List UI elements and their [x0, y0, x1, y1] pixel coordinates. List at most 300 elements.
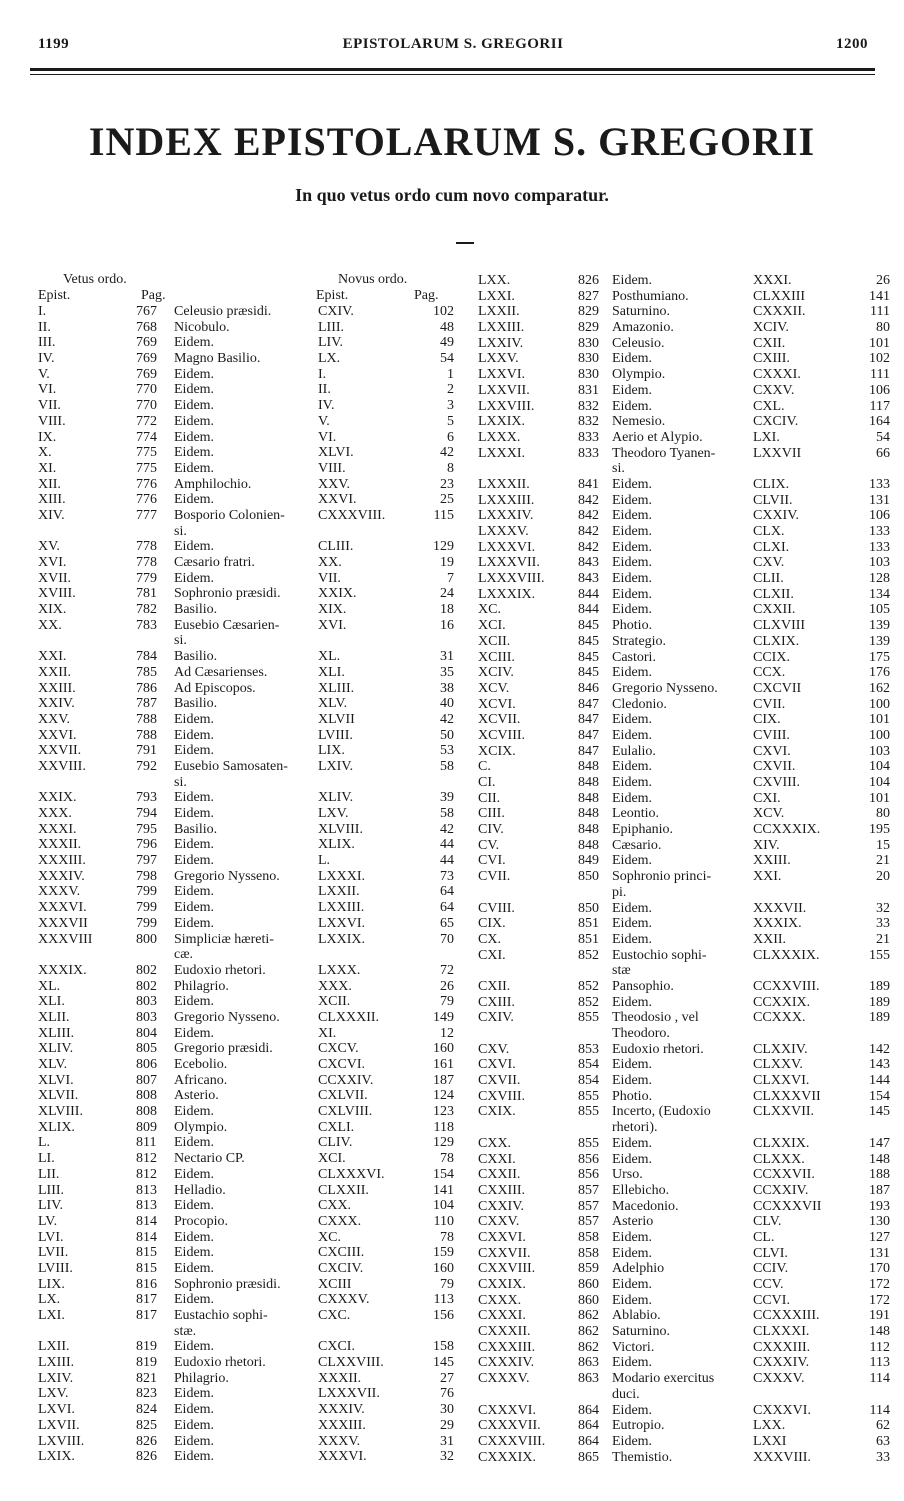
new-epist-roman: XXV.: [318, 476, 351, 492]
new-page-number: 147: [869, 1135, 890, 1151]
addressee: Eidem.: [612, 775, 653, 790]
page-number: 858: [578, 1229, 599, 1245]
index-row: [478, 1136, 890, 1152]
epist-roman: CXXI.: [478, 1151, 516, 1167]
new-epist-roman: CLXXIX.: [753, 1135, 810, 1151]
epist-roman: V.: [38, 366, 50, 382]
new-page-number: 188: [869, 1167, 890, 1183]
page-number: 843: [578, 571, 599, 587]
new-page-number: 143: [869, 1057, 890, 1073]
page-number: 770: [136, 382, 157, 398]
index-row: [38, 963, 458, 979]
addressee: Eidem.: [612, 555, 653, 571]
page-number: 825: [136, 1417, 157, 1433]
new-epist-roman: XCII.: [318, 994, 351, 1010]
epist-roman: XCVI.: [478, 696, 516, 712]
page-number: 807: [136, 1072, 157, 1088]
index-row: [38, 1292, 458, 1308]
epist-roman: LX.: [38, 1292, 61, 1308]
new-epist-roman: CLIV.: [318, 1135, 353, 1151]
new-page-number: 62: [876, 1418, 890, 1434]
addressee: Sophronio præsidi.: [174, 1276, 281, 1292]
index-row: [478, 853, 890, 869]
addressee: Eidem.: [174, 1104, 215, 1120]
addressee: Eidem.: [174, 743, 215, 759]
addressee: Eidem.: [612, 931, 653, 947]
epist-roman: CVIII.: [478, 900, 515, 916]
header-vetus-ordo: Vetus ordo.: [63, 272, 127, 287]
epist-roman: CXVII.: [478, 1073, 521, 1089]
addressee: Philagrio.: [174, 978, 229, 994]
page-number: 778: [136, 555, 157, 570]
page-number: 832: [578, 398, 599, 414]
new-page-number: 24: [440, 586, 454, 602]
new-page-number: 101: [869, 335, 890, 351]
page-number: 857: [578, 1198, 599, 1214]
new-epist-roman: CCXXXVII: [753, 1198, 822, 1214]
new-page-number: 1: [447, 366, 454, 382]
index-row: [38, 822, 458, 838]
epist-roman: CX.: [478, 931, 501, 947]
new-page-number: 21: [876, 931, 890, 947]
new-epist-roman: CLXXXVI.: [318, 1166, 385, 1182]
page-number: 824: [136, 1402, 157, 1418]
index-row: [38, 304, 458, 320]
index-row: [478, 1277, 890, 1293]
new-epist-roman: CXXXIV.: [753, 1355, 810, 1371]
addressee: Basilio.: [174, 821, 218, 837]
addressee: Eidem.: [174, 837, 215, 853]
index-row: [478, 838, 890, 854]
new-page-number: 101: [869, 712, 890, 728]
new-epist-roman: CXXXV.: [318, 1292, 370, 1308]
epist-roman: LXXVIII.: [478, 398, 535, 414]
page-number: 832: [578, 414, 599, 430]
addressee: Eidem.: [174, 1245, 215, 1261]
new-epist-roman: CLIII.: [318, 539, 354, 555]
index-row: [38, 461, 458, 477]
new-page-number: 176: [869, 665, 890, 681]
new-epist-roman: CCXXX.: [753, 1010, 806, 1026]
new-epist-roman: LXXXVII.: [318, 1386, 380, 1402]
index-row: [478, 806, 890, 822]
page-number: 826: [578, 273, 599, 288]
page-number: 803: [136, 994, 157, 1010]
addressee: Eidem.: [174, 382, 215, 398]
new-epist-roman: XXXIX.: [753, 916, 802, 932]
new-epist-roman: CXXXIII.: [753, 1339, 811, 1355]
addressee: Macedonio.: [612, 1198, 679, 1214]
new-epist-roman: CLXXX.: [753, 1151, 805, 1167]
page-number: 831: [578, 382, 599, 398]
page-number: 821: [136, 1370, 157, 1386]
epist-roman: XCIV.: [478, 665, 514, 681]
epist-roman: XLIV.: [38, 1041, 74, 1057]
addressee: Eidem.: [612, 1355, 653, 1371]
index-row: [38, 775, 458, 791]
new-page-number: 48: [440, 319, 454, 335]
index-row: [38, 382, 458, 398]
new-page-number: 128: [869, 571, 890, 587]
new-page-number: 19: [440, 555, 454, 570]
page-number: 844: [578, 602, 599, 618]
new-epist-roman: CCXXIV.: [318, 1072, 374, 1088]
new-epist-roman: XLVI.: [318, 445, 354, 461]
page-number: 842: [578, 508, 599, 524]
new-epist-roman: XXXIII.: [318, 1417, 366, 1433]
page-number: 797: [136, 853, 157, 869]
header-epist: Epist.: [38, 288, 71, 303]
page-number: 862: [578, 1339, 599, 1355]
new-epist-roman: XXXVI.: [318, 1449, 367, 1465]
epist-roman: CXXV.: [478, 1214, 520, 1230]
page-number: 864: [578, 1433, 599, 1449]
addressee: Ecebolio.: [174, 1057, 228, 1072]
epist-roman: CXXII.: [478, 1167, 521, 1183]
new-epist-roman: XI.: [318, 1025, 337, 1041]
index-row: [38, 1198, 458, 1214]
new-epist-roman: CCIX.: [753, 649, 790, 665]
page-number: 767: [136, 304, 157, 319]
page-number: 784: [136, 649, 157, 665]
index-row: [478, 932, 890, 948]
index-row: [478, 336, 890, 352]
index-row: [38, 994, 458, 1010]
page-number: 770: [136, 398, 157, 414]
index-row: [478, 1183, 890, 1199]
epist-roman: LXXIV.: [478, 335, 524, 351]
addressee: Celeusio præsidi.: [174, 304, 272, 319]
new-page-number: 160: [433, 1260, 454, 1276]
epist-roman: CXIV.: [478, 1010, 514, 1026]
index-row: [478, 289, 890, 305]
index-row: [38, 1010, 458, 1026]
new-page-number: 12: [440, 1025, 454, 1041]
new-epist-roman: CLXXXVII: [753, 1088, 821, 1104]
addressee: Eidem.: [174, 429, 215, 445]
new-page-number: 103: [869, 555, 890, 571]
addressee: Eidem.: [612, 790, 653, 806]
new-page-number: 21: [876, 853, 890, 869]
page-number: 855: [578, 1104, 599, 1120]
new-epist-roman: CCXXXIII.: [753, 1308, 820, 1324]
page-number: 796: [136, 837, 157, 853]
new-page-number: 114: [869, 1402, 890, 1418]
index-row: [478, 602, 890, 618]
addressee: Eidem.: [174, 994, 215, 1010]
addressee: Eidem.: [612, 398, 653, 414]
epist-roman: XCIX.: [478, 743, 516, 759]
new-epist-roman: CXCV.: [318, 1041, 359, 1057]
epist-roman: C.: [478, 759, 491, 775]
addressee: Olympio.: [174, 1119, 228, 1135]
epist-roman: XIV.: [38, 507, 65, 523]
page-title: INDEX EPISTOLARUM S. GREGORII: [88, 119, 816, 164]
page-number: 799: [136, 884, 157, 900]
index-row: [38, 681, 458, 697]
addressee: Eidem.: [174, 1402, 215, 1418]
epist-roman: CXII.: [478, 978, 511, 994]
page-number: 827: [578, 288, 599, 304]
page-number: 788: [136, 727, 157, 743]
page-number: 772: [136, 413, 157, 429]
new-epist-roman: CXLVIII.: [318, 1104, 373, 1120]
new-epist-roman: LXXIX.: [318, 931, 366, 947]
page-number: 858: [578, 1245, 599, 1261]
index-row: [478, 1308, 890, 1324]
page-number: 830: [578, 351, 599, 367]
new-epist-roman: LVIII.: [318, 727, 353, 743]
index-row: [38, 1073, 458, 1089]
new-page-number: 100: [869, 727, 890, 743]
page-number: 830: [578, 367, 599, 383]
index-row: [478, 712, 890, 728]
new-epist-roman: XCI.: [318, 1151, 346, 1167]
epist-roman: LXXX.: [478, 429, 521, 445]
epist-roman: LII.: [38, 1166, 60, 1182]
index-row: [38, 1245, 458, 1261]
addressee: Eidem.: [174, 884, 215, 900]
epist-roman: CXI.: [478, 947, 506, 963]
page-number: 813: [136, 1198, 157, 1214]
addressee: Victori.: [612, 1339, 655, 1355]
addressee: Eidem.: [612, 1229, 653, 1245]
new-epist-roman: XL.: [318, 649, 341, 665]
new-epist-roman: II.: [318, 382, 331, 398]
new-epist-roman: CXLVII.: [318, 1088, 368, 1104]
index-row: [38, 430, 458, 446]
epist-roman: XXV.: [38, 711, 71, 727]
new-page-number: 145: [433, 1355, 454, 1371]
page-number: 857: [578, 1214, 599, 1230]
addressee: Eidem.: [174, 900, 215, 916]
page-number: 854: [578, 1073, 599, 1089]
index-row: [38, 1324, 458, 1340]
addressee: Eidem.: [612, 994, 653, 1010]
new-page-number: 38: [440, 680, 454, 696]
epist-roman: XXXII.: [38, 837, 82, 853]
index-row: [38, 1183, 458, 1199]
new-page-number: 155: [869, 947, 890, 963]
new-page-number: 162: [869, 680, 890, 696]
new-epist-roman: CLXXIV.: [753, 1041, 808, 1057]
new-page-number: 16: [440, 617, 454, 633]
new-page-number: 53: [440, 743, 454, 759]
page-number: 794: [136, 806, 157, 821]
index-row: [38, 524, 458, 540]
addressee: Cledonio.: [612, 696, 667, 712]
index-row: [478, 1293, 890, 1309]
new-epist-roman: XLVII: [318, 711, 355, 727]
page-number: 823: [136, 1386, 157, 1402]
new-page-number: 102: [869, 351, 890, 367]
page-number: 795: [136, 821, 157, 837]
addressee: Eustochio sophi-: [612, 947, 707, 963]
epist-roman: LVIII.: [38, 1260, 73, 1276]
page-number: 814: [136, 1229, 157, 1245]
addressee: Eidem.: [612, 1433, 653, 1449]
new-page-number: 189: [869, 978, 890, 994]
index-row: [478, 351, 890, 367]
addressee: Magno Basilio.: [174, 351, 261, 367]
new-epist-roman: CXVII.: [753, 759, 796, 775]
addressee: si.: [174, 523, 187, 539]
new-epist-roman: CCXXVIII.: [753, 978, 820, 994]
page-number: 851: [578, 916, 599, 932]
page-number: 786: [136, 680, 157, 696]
index-row: [38, 1214, 458, 1230]
new-page-number: 139: [869, 618, 890, 634]
page-number: 830: [578, 335, 599, 351]
epist-roman: XCIII.: [478, 649, 515, 665]
index-row: [38, 712, 458, 728]
page-number: 841: [578, 476, 599, 492]
epist-roman: LXVII.: [38, 1417, 80, 1433]
epist-roman: CXIX.: [478, 1104, 516, 1120]
new-page-number: 130: [869, 1214, 890, 1230]
new-page-number: 42: [440, 711, 454, 727]
addressee: Adelphio: [612, 1261, 665, 1277]
new-page-number: 80: [876, 320, 890, 336]
index-row: [38, 633, 458, 649]
new-epist-roman: CLIX.: [753, 476, 790, 492]
new-page-number: 123: [433, 1104, 454, 1120]
new-epist-roman: CLVII.: [753, 492, 793, 508]
epist-roman: VI.: [38, 382, 57, 398]
page-number: 783: [136, 617, 157, 633]
new-epist-roman: CLVI.: [753, 1245, 788, 1261]
epist-roman: XCII.: [478, 633, 511, 649]
index-row: [38, 602, 458, 618]
new-epist-roman: LXXVII: [753, 445, 802, 461]
epist-roman: LXIV.: [38, 1370, 74, 1386]
addressee: Eidem.: [612, 665, 653, 681]
header-epist-new: Epist.: [316, 288, 349, 303]
index-row: [478, 1120, 890, 1136]
new-epist-roman: XLI.: [318, 664, 345, 680]
epist-roman: LXVIII.: [38, 1433, 85, 1449]
index-row: [38, 759, 458, 775]
epist-roman: CXXIX.: [478, 1277, 526, 1292]
index-row: [38, 1371, 458, 1387]
epist-roman: XVII.: [38, 570, 72, 586]
epist-roman: XXI.: [38, 649, 67, 665]
new-page-number: 110: [433, 1213, 454, 1229]
index-row: [478, 477, 890, 493]
page-number: 782: [136, 602, 157, 618]
index-row: [478, 1167, 890, 1183]
index-row: [38, 335, 458, 351]
addressee: Incerto, (Eudoxio: [612, 1104, 711, 1120]
new-epist-roman: CLII.: [753, 571, 784, 587]
new-epist-roman: XXIX.: [318, 586, 357, 602]
new-page-number: 129: [433, 539, 454, 555]
new-epist-roman: XLIX.: [318, 837, 355, 853]
epist-roman: LXXXVIII.: [478, 571, 545, 587]
new-page-number: 133: [869, 476, 890, 492]
addressee: Procopio.: [174, 1213, 229, 1229]
index-row: [478, 650, 890, 666]
addressee: Pansophio.: [612, 978, 674, 994]
page-number: 769: [136, 335, 157, 351]
index-row: [478, 493, 890, 509]
page-number: 809: [136, 1119, 157, 1135]
page-number: 842: [578, 539, 599, 555]
new-page-number: 63: [876, 1433, 890, 1449]
epist-roman: XCI.: [478, 618, 506, 634]
page-number: 799: [136, 915, 157, 931]
addressee: Urso.: [612, 1167, 643, 1183]
epist-roman: CXXX.: [478, 1292, 522, 1308]
page-number: 863: [578, 1355, 599, 1371]
epist-roman: XLIX.: [38, 1119, 75, 1135]
new-epist-roman: I.: [318, 366, 327, 382]
addressee: Eidem.: [174, 853, 215, 869]
new-page-number: 44: [440, 837, 454, 853]
addressee: Eidem.: [174, 915, 215, 931]
new-page-number: 156: [433, 1308, 454, 1323]
addressee: Amazonio.: [612, 320, 674, 336]
page-number: 863: [578, 1371, 599, 1387]
new-page-number: 164: [869, 414, 890, 430]
new-epist-roman: CXVI.: [753, 743, 791, 759]
addressee: Eudoxio rhetori.: [174, 962, 266, 978]
addressee: Gregorio Nysseno.: [174, 1009, 280, 1025]
page-number: 812: [136, 1151, 157, 1167]
new-epist-roman: CXII.: [753, 335, 786, 351]
new-epist-roman: XXXV.: [318, 1433, 361, 1449]
page-number: 812: [136, 1166, 157, 1182]
new-page-number: 44: [440, 853, 454, 869]
index-row: [38, 900, 458, 916]
epist-roman: LXIII.: [38, 1355, 75, 1371]
page-number: 819: [136, 1339, 157, 1355]
new-page-number: 65: [440, 915, 454, 931]
addressee: Themistio.: [612, 1449, 673, 1465]
addressee: Helladio.: [174, 1182, 226, 1198]
header-pag-new: Pag.: [414, 288, 439, 303]
addressee: Nemesio.: [612, 414, 666, 430]
new-page-number: 172: [869, 1292, 890, 1308]
addressee: Eidem.: [174, 806, 215, 821]
page-number: 806: [136, 1057, 157, 1072]
page-number: 848: [578, 837, 599, 853]
new-page-number: 25: [440, 492, 454, 508]
new-epist-roman: CLXXXIX.: [753, 947, 820, 963]
new-page-number: 7: [447, 570, 454, 586]
epist-roman: LXXII.: [478, 304, 520, 320]
addressee: Eidem.: [174, 1166, 215, 1182]
epist-roman: VIII.: [38, 413, 66, 429]
addressee: Cæsario.: [612, 837, 662, 853]
epist-roman: XLV.: [38, 1057, 68, 1072]
epist-roman: CXXXIII.: [478, 1339, 536, 1355]
addressee: Eidem.: [612, 1292, 653, 1308]
new-page-number: 114: [869, 1371, 890, 1387]
epist-roman: XVIII.: [38, 586, 76, 602]
epist-roman: XXVIII.: [38, 758, 86, 774]
index-row: [478, 1403, 890, 1419]
new-page-number: 80: [876, 806, 890, 822]
addressee: Eidem.: [612, 273, 653, 288]
index-row: [38, 1057, 458, 1073]
index-row: [478, 367, 890, 383]
new-page-number: 189: [869, 1010, 890, 1026]
new-page-number: 195: [869, 822, 890, 838]
new-page-number: 158: [433, 1339, 454, 1355]
header-rule-thick: [30, 68, 875, 71]
new-epist-roman: CXXV.: [753, 382, 795, 398]
